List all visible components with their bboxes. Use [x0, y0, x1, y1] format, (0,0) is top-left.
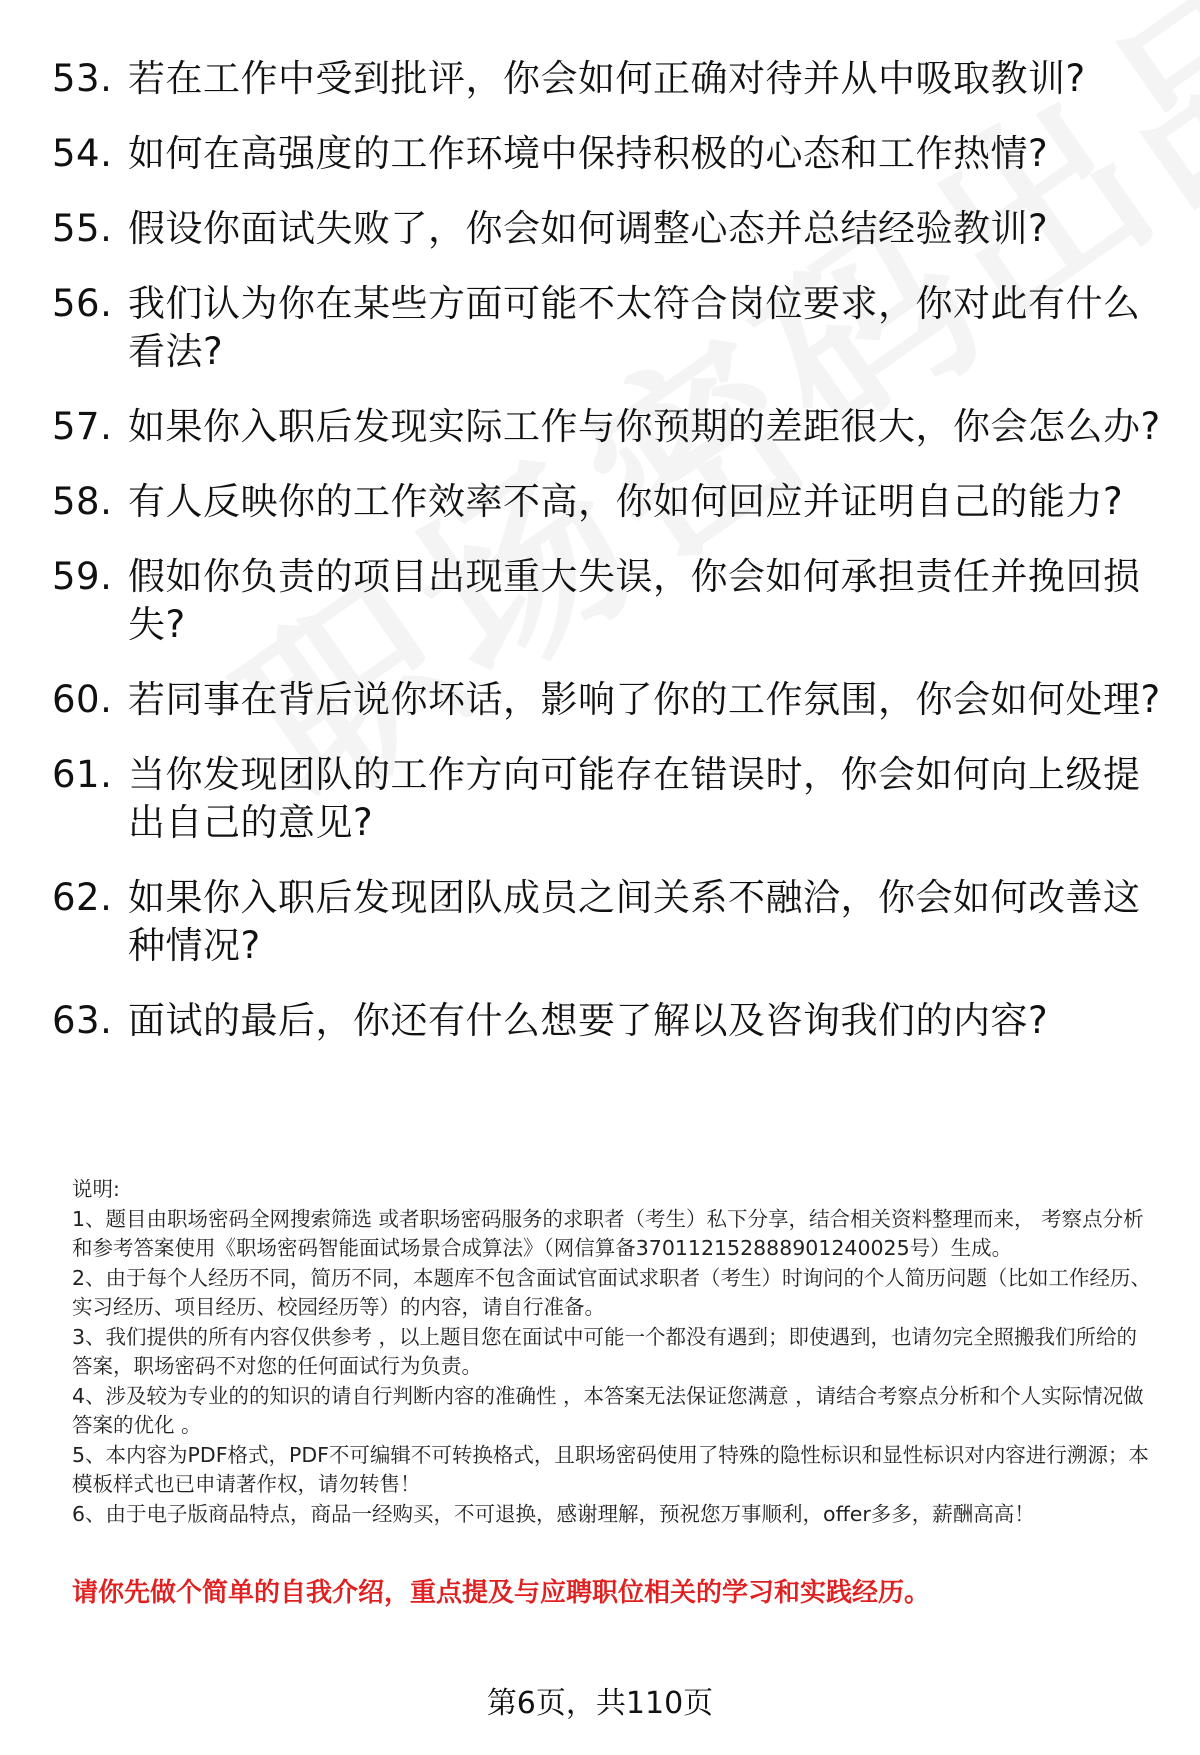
- question-number: 57.: [52, 405, 113, 448]
- question-number: 63.: [52, 999, 113, 1042]
- question-text: 若在工作中受到批评，你会如何正确对待并从中吸取教训?: [128, 57, 1086, 100]
- question-number: 54.: [52, 132, 113, 175]
- question-item: [52, 553, 1162, 649]
- note-item: 6、由于电子版商品特点，商品一经购买，不可退换，感谢理解，预祝您万事顺利，offer多多，薪酬高高！: [72, 1501, 1035, 1526]
- question-number: 53.: [52, 57, 113, 100]
- question-text: 如果你入职后发现实际工作与你预期的差距很大，你会怎么办?: [128, 405, 1161, 448]
- highlight-question: 请你先做个简单的自我介绍，重点提及与应聘职位相关的学习和实践经历。: [72, 1578, 931, 1608]
- note-item: 3、我们提供的所有内容仅供参考 ，以上题目您在面试中可能一个都没有遇到；即使遇到，也请勿完全照搬我们所给的答案，职场密码不对您的任何面试行为负责。: [72, 1324, 1138, 1378]
- question-list: [52, 55, 1162, 1072]
- question-text: 有人反映你的工作效率不高，你如何回应并证明自己的能力?: [128, 480, 1124, 523]
- note-item: 5、本内容为PDF格式，PDF不可编辑不可转换格式，且职场密码使用了特殊的隐性标识和显性标识对内容进行溯源；本模板样式也已申请著作权，请勿转售！: [72, 1442, 1149, 1496]
- question-text: 假如你负责的项目出现重大失误，你会如何承担责任并挽回损失?: [128, 555, 1141, 646]
- question-text: 假设你面试失败了，你会如何调整心态并总结经验教训?: [128, 207, 1049, 250]
- note-item: 1、题目由职场密码全网搜索筛选 或者职场密码服务的求职者（考生）私下分享，结合相关资料整理而来， 考察点分析和参考答案使用《职场密码智能面试场景合成算法》（网信算备370112152888901240025号）生成。: [72, 1206, 1144, 1260]
- notes-title: 说明:: [72, 1177, 120, 1201]
- question-number: 56.: [52, 282, 113, 325]
- question-number: 55.: [52, 207, 113, 250]
- question-item: [52, 478, 1162, 526]
- question-number: 59.: [52, 555, 113, 598]
- page-indicator: 第6页，共110页: [486, 1686, 714, 1721]
- question-item: [52, 130, 1162, 178]
- question-text: 我们认为你在某些方面可能不太符合岗位要求，你对此有什么看法?: [128, 282, 1141, 373]
- question-item: [52, 205, 1162, 253]
- question-item: [52, 676, 1162, 724]
- notes-section: [72, 1175, 1157, 1529]
- question-text: 如何在高强度的工作环境中保持积极的心态和工作热情?: [128, 132, 1049, 175]
- question-text: 当你发现团队的工作方向可能存在错误时，你会如何向上级提出自己的意见?: [128, 753, 1141, 844]
- note-item: 4、涉及较为专业的的知识的请自行判断内容的准确性 ，本答案无法保证您满意 ，请结合考察点分析和个人实际情况做答案的优化 。: [72, 1383, 1144, 1437]
- question-item: [52, 280, 1162, 376]
- question-number: 60.: [52, 678, 113, 721]
- question-item: [52, 874, 1162, 970]
- question-number: 62.: [52, 876, 113, 919]
- note-item: 2、由于每个人经历不同，简历不同，本题库不包含面试官面试求职者（考生）时询问的个人简历问题（比如工作经历、实习经历、项目经历、校园经历等）的内容，请自行准备。: [72, 1265, 1152, 1319]
- question-item: [52, 751, 1162, 847]
- question-text: 如果你入职后发现团队成员之间关系不融洽，你会如何改善这种情况?: [128, 876, 1141, 967]
- question-item: [52, 403, 1162, 451]
- question-text: 若同事在背后说你坏话，影响了你的工作氛围，你会如何处理?: [128, 678, 1161, 721]
- question-item: [52, 997, 1162, 1045]
- question-number: 61.: [52, 753, 113, 796]
- question-item: [52, 55, 1162, 103]
- question-number: 58.: [52, 480, 113, 523]
- question-text: 面试的最后，你还有什么想要了解以及咨询我们的内容?: [128, 999, 1049, 1042]
